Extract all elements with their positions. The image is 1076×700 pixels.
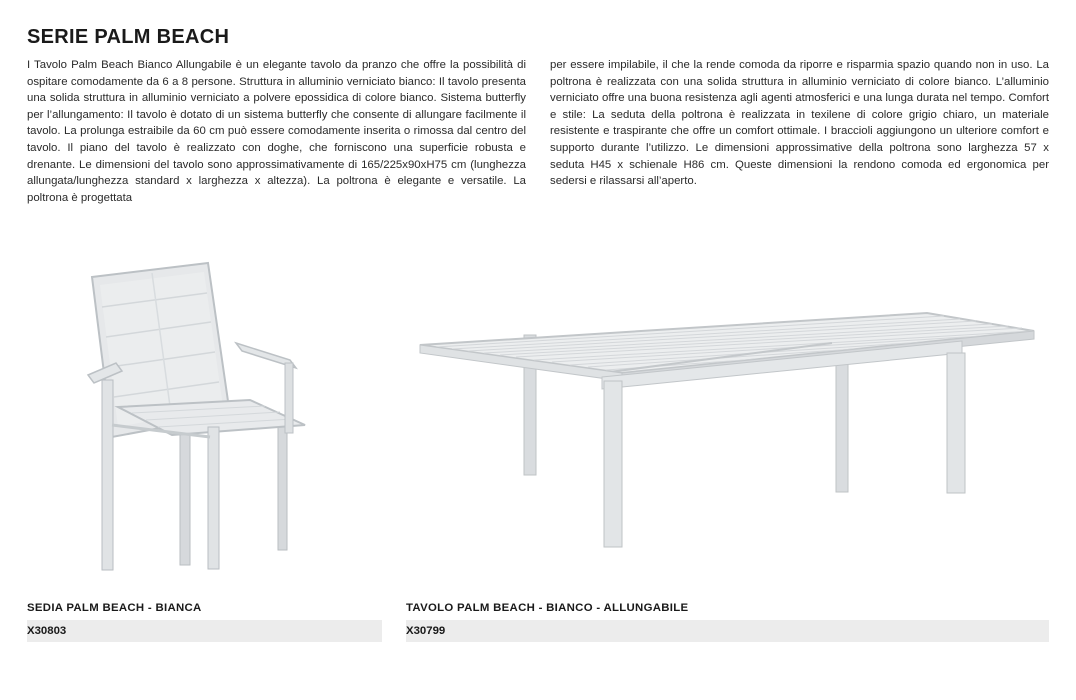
chair-icon xyxy=(60,255,360,575)
description-right-column: per essere impilabile, il che la rende comoda da riporre e risparmia spazio quando non in uso. La poltrona è realizzata con una solida struttura in alluminio verniciato di colore bianco. L’alluminio verniciato offre una buona resistenza agli agenti atmosferici e una lunga durata nel tempo. Comfort e stile: La seduta della poltrona è realizzata in texilene di colore grigio chiaro, un materiale resistente e traspirante che offre un comfort ottimale. I braccioli aggiungono un ulteriore comfort e supporto durante l’utilizzo. Le dimensioni approssimative della poltrona sono larghezza 57 x seduta H45 x schienale H86 cm. Queste dimensioni la rendono comoda ed ergonomica per sedersi e rilassarsi all’aperto. xyxy=(550,59,1049,188)
product-code-bar-chair xyxy=(27,620,382,642)
page-title: SERIE PALM BEACH xyxy=(27,26,230,48)
product-name-chair: SEDIA PALM BEACH - BIANCA xyxy=(27,602,202,614)
description-left-column: I Tavolo Palm Beach Bianco Allungabile è un elegante tavolo da pranzo che offre la possibilità di ospitare comodamente da 6 a 8 persone. Struttura in alluminio verniciato bianco: Il tavolo presenta una solida struttura in alluminio verniciato a polvere epossidica di colore bianco. Sistema butterfly per l’allungamento: Il tavolo è dotato di un sistema butterfly che consente di allungare facilmente il tavolo. La prolunga estraibile da 60 cm può essere comodamente inserita o rimossa dal centro del tavolo. Il piano del tavolo è realizzato con doghe, che forniscono una superficie robusta e drenante. Le dimensioni del tavolo sono approssimativamente di 165/225x90xH75 cm (lunghezza allungata/lunghezza standard x larghezza x altezza). La poltrona è elegante e versatile. La poltrona è progettata xyxy=(27,59,526,204)
product-code-chair: X30803 xyxy=(27,625,67,637)
product-name-table: TAVOLO PALM BEACH - BIANCO - ALLUNGABILE xyxy=(406,602,689,614)
product-code-table: X30799 xyxy=(406,625,446,637)
table-icon xyxy=(412,295,1042,555)
product-code-bar-table xyxy=(406,620,1049,642)
